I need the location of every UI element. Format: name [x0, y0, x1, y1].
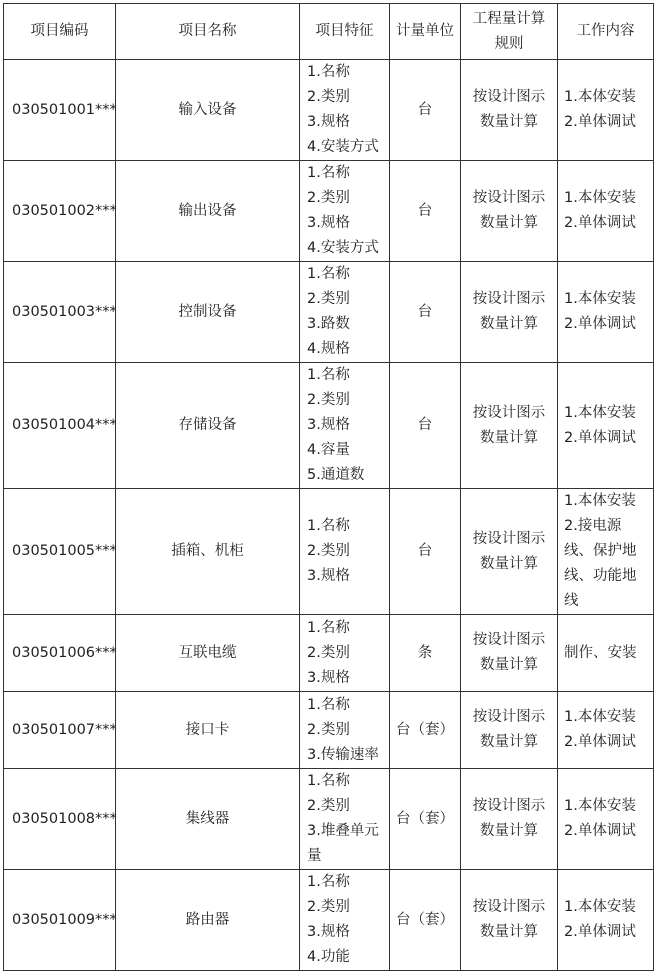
work-content-line: 线、功能地 [564, 568, 637, 584]
work-content-cell [558, 363, 654, 489]
table-row [4, 161, 654, 262]
item-name-cell: 输出设备 [116, 161, 300, 262]
item-code-cell: 030501005*** [4, 489, 116, 615]
work-content-line: 2.单体调试 [564, 734, 636, 750]
feature-line: 3.路数 [307, 316, 350, 332]
work-content-cell [558, 262, 654, 363]
feature-line: 3.规格 [307, 669, 350, 686]
feature-line: 2.类别 [307, 721, 350, 738]
feature-line: 2.类别 [307, 899, 350, 915]
feature-line: 1.名称 [307, 165, 350, 181]
unit-cell: 台（套） [390, 870, 461, 971]
item-code-cell: 030501006*** [4, 615, 116, 692]
feature-line: 2.类别 [307, 89, 350, 105]
feature-line: 1.名称 [307, 619, 350, 636]
calc-rule-line: 按设计图示 [472, 291, 546, 307]
work-content-line: 制作、安装 [564, 644, 637, 661]
unit-cell: 台 [390, 489, 461, 615]
feature-line: 1.名称 [307, 367, 350, 383]
work-content-line: 1.本体安装 [564, 899, 636, 915]
feature-line: 3.传输速率 [307, 746, 379, 763]
feature-line: 3.规格 [307, 114, 350, 130]
unit-cell: 台（套） [390, 769, 461, 870]
item-code-cell: 030501004*** [4, 363, 116, 489]
unit-cell: 台（套） [390, 692, 461, 769]
calc-rule-line: 数量计算 [480, 823, 538, 839]
calc-rule-cell [461, 262, 558, 363]
feature-line: 2.类别 [307, 543, 350, 559]
item-features-cell [300, 769, 390, 870]
calc-rule-cell [461, 60, 558, 161]
work-content-line: 线、保护地 [564, 543, 637, 559]
work-content-cell [558, 615, 654, 692]
table-header-row [4, 4, 654, 60]
work-content-line: 1.本体安装 [564, 493, 636, 509]
calc-rule-line: 按设计图示 [472, 709, 546, 725]
header-work: 工作内容 [558, 4, 654, 60]
item-code-cell: 030501002*** [4, 161, 116, 262]
feature-line: 1.名称 [307, 64, 350, 80]
work-content-cell [558, 161, 654, 262]
item-name-cell: 接口卡 [116, 692, 300, 769]
work-content-line: 2.单体调试 [564, 924, 636, 940]
work-content-line: 2.单体调试 [564, 823, 636, 839]
header-code: 项目编码 [4, 4, 116, 60]
item-code-cell: 030501007*** [4, 692, 116, 769]
calc-rule-cell [461, 870, 558, 971]
header-features: 项目特征 [300, 4, 390, 60]
item-features-cell [300, 489, 390, 615]
unit-cell: 台 [390, 262, 461, 363]
feature-line: 2.类别 [307, 644, 350, 661]
feature-line: 5.通道数 [307, 467, 365, 483]
calc-rule-line: 数量计算 [480, 555, 538, 572]
table-row [4, 262, 654, 363]
calc-rule-line: 数量计算 [480, 429, 538, 446]
unit-cell: 台 [390, 363, 461, 489]
table-row [4, 60, 654, 161]
table-row [4, 615, 654, 692]
calc-rule-line: 数量计算 [480, 734, 538, 750]
feature-line: 1.名称 [307, 874, 350, 890]
header-rule [461, 4, 558, 60]
feature-line: 3.规格 [307, 417, 350, 433]
feature-line: 4.容量 [307, 442, 350, 458]
header-name: 项目名称 [116, 4, 300, 60]
work-content-line: 1.本体安装 [564, 798, 636, 814]
work-content-cell [558, 870, 654, 971]
feature-line: 4.安装方式 [307, 139, 379, 155]
item-code-cell: 030501003*** [4, 262, 116, 363]
header-rule-line-1: 工程量计算 [472, 10, 546, 27]
feature-line: 4.功能 [307, 949, 350, 965]
feature-line: 2.类别 [307, 798, 350, 814]
unit-cell: 条 [390, 615, 461, 692]
feature-line: 1.名称 [307, 518, 350, 534]
work-content-line: 1.本体安装 [564, 709, 636, 725]
work-content-line: 2.接电源 [564, 518, 622, 534]
item-features-cell [300, 615, 390, 692]
feature-line: 2.类别 [307, 392, 350, 408]
calc-rule-cell [461, 363, 558, 489]
calc-rule-cell [461, 615, 558, 692]
calc-rule-line: 按设计图示 [472, 530, 546, 547]
bill-of-quantities-table [3, 3, 654, 971]
work-content-line: 1.本体安装 [564, 89, 636, 105]
calc-rule-line: 数量计算 [480, 657, 538, 673]
work-content-line: 2.单体调试 [564, 429, 636, 446]
item-name-cell: 插箱、机柜 [116, 489, 300, 615]
item-name-cell: 控制设备 [116, 262, 300, 363]
feature-line: 3.堆叠单元 [307, 823, 379, 839]
calc-rule-cell [461, 489, 558, 615]
calc-rule-cell [461, 769, 558, 870]
item-name-cell: 集线器 [116, 769, 300, 870]
feature-line: 量 [307, 848, 322, 864]
feature-line: 4.安装方式 [307, 240, 379, 256]
work-content-line: 2.单体调试 [564, 215, 636, 231]
item-features-cell [300, 161, 390, 262]
item-name-cell: 输入设备 [116, 60, 300, 161]
work-content-cell [558, 692, 654, 769]
feature-line: 1.名称 [307, 773, 350, 789]
table-row [4, 363, 654, 489]
item-features-cell [300, 60, 390, 161]
feature-line: 2.类别 [307, 291, 350, 307]
calc-rule-line: 数量计算 [480, 316, 538, 332]
work-content-line: 2.单体调试 [564, 316, 636, 332]
unit-cell: 台 [390, 161, 461, 262]
header-unit: 计量单位 [390, 4, 461, 60]
calc-rule-line: 按设计图示 [472, 632, 546, 648]
calc-rule-line: 按设计图示 [472, 404, 546, 421]
item-features-cell [300, 262, 390, 363]
calc-rule-cell [461, 161, 558, 262]
item-name-cell: 存储设备 [116, 363, 300, 489]
table-body [4, 60, 654, 971]
work-content-line: 1.本体安装 [564, 291, 636, 307]
work-content-cell [558, 769, 654, 870]
feature-line: 1.名称 [307, 266, 350, 282]
header-rule-line-2: 规则 [494, 35, 524, 52]
work-content-line: 1.本体安装 [564, 190, 636, 206]
table-row [4, 870, 654, 971]
item-features-cell [300, 692, 390, 769]
item-code-cell: 030501008*** [4, 769, 116, 870]
feature-line: 1.名称 [307, 696, 350, 713]
work-content-line: 1.本体安装 [564, 404, 636, 421]
table-row [4, 489, 654, 615]
calc-rule-line: 按设计图示 [472, 190, 546, 206]
table-row [4, 692, 654, 769]
feature-line: 4.规格 [307, 341, 350, 357]
table-row [4, 769, 654, 870]
unit-cell: 台 [390, 60, 461, 161]
item-features-cell [300, 870, 390, 971]
item-features-cell [300, 363, 390, 489]
item-name-cell: 互联电缆 [116, 615, 300, 692]
item-name-cell: 路由器 [116, 870, 300, 971]
item-code-cell: 030501001*** [4, 60, 116, 161]
calc-rule-line: 数量计算 [480, 924, 538, 940]
calc-rule-cell [461, 692, 558, 769]
calc-rule-line: 按设计图示 [472, 798, 546, 814]
feature-line: 2.类别 [307, 190, 350, 206]
work-content-cell [558, 60, 654, 161]
feature-line: 3.规格 [307, 568, 350, 584]
feature-line: 3.规格 [307, 215, 350, 231]
work-content-line: 2.单体调试 [564, 114, 636, 130]
calc-rule-line: 按设计图示 [472, 899, 546, 915]
work-content-line: 线 [564, 593, 579, 609]
calc-rule-line: 数量计算 [480, 114, 538, 130]
feature-line: 3.规格 [307, 924, 350, 940]
calc-rule-line: 按设计图示 [472, 89, 546, 105]
item-code-cell: 030501009*** [4, 870, 116, 971]
work-content-cell [558, 489, 654, 615]
calc-rule-line: 数量计算 [480, 215, 538, 231]
